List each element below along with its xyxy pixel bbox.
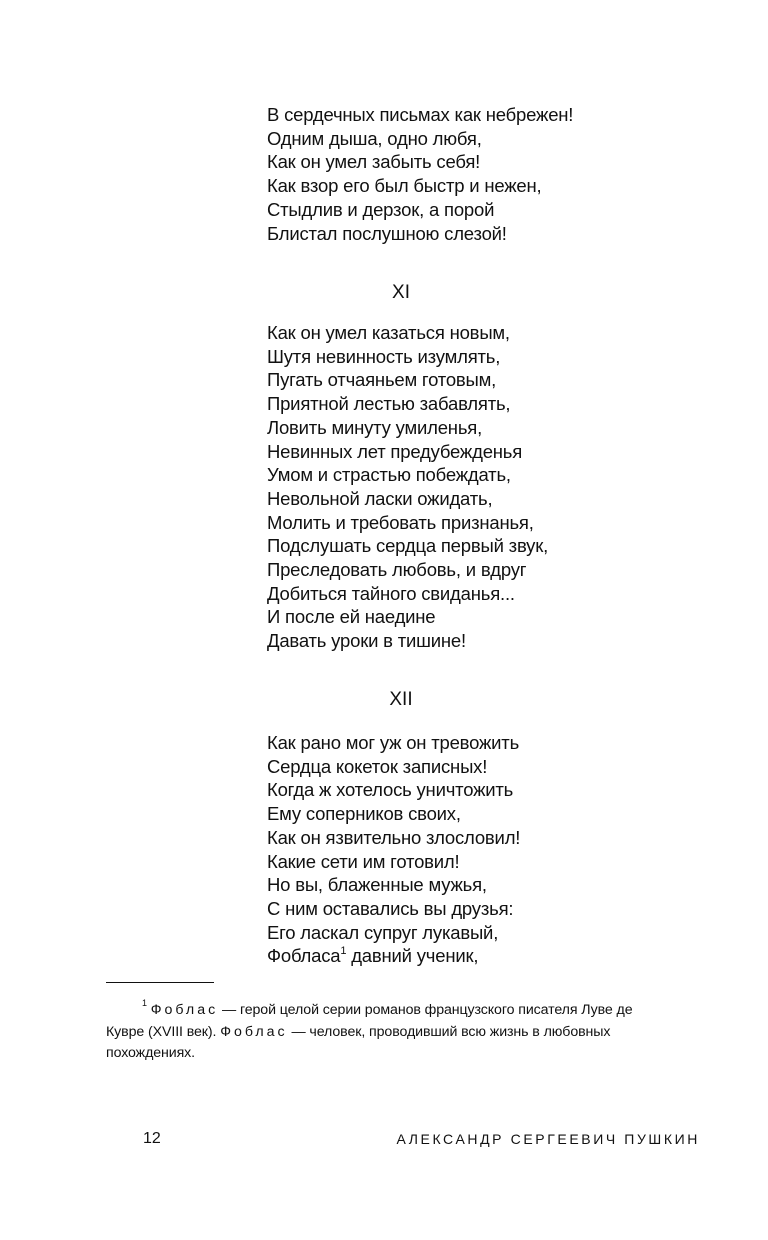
verse-line: Шутя невинность изумлять, [267, 345, 501, 367]
footnote-line [106, 1000, 701, 1022]
verse-line: Одним дыша, одно любя, [267, 127, 482, 149]
verse-line: Как взор его был быстр и нежен, [267, 175, 542, 197]
footnote [106, 1000, 701, 1065]
verse-line: Невольной ласки ожидать, [267, 487, 493, 509]
stanza-xi-block [267, 321, 548, 653]
verse-line: Невинных лет предубежденья [267, 440, 523, 462]
footnote-term: Фоблас [220, 1023, 288, 1040]
verse-line: Давать уроки в тишине! [267, 630, 466, 652]
verse-line: Его ласкал супруг лукавый, [267, 921, 499, 943]
verse-line: Но вы, блаженные мужья, [267, 874, 487, 896]
footnote-line: похождениях. [106, 1045, 196, 1061]
verse-text: давний ученик, [346, 945, 479, 967]
footnote-mark: 1 [142, 998, 147, 1009]
footnote-text: — человек, проводивший всю жизнь в любовных [287, 1023, 611, 1040]
footnote-line [106, 1022, 701, 1044]
verse-line: И после ей наедине [267, 606, 436, 628]
running-head-author: АЛЕКСАНДР СЕРГЕЕВИЧ ПУШКИН [396, 1131, 700, 1147]
stanza-title-xi: XI [392, 282, 410, 303]
verse-line: Ловить минуту умиленья, [267, 416, 483, 438]
verse-line: Умом и страстью побеждать, [267, 464, 511, 486]
verse-line: Молить и требовать признанья, [267, 511, 534, 533]
verse-line: Преследовать любовь, и вдруг [267, 559, 527, 581]
verse-line: Когда ж хотелось уничтожить [267, 779, 514, 801]
verse-line: Приятной лестью забавлять, [267, 393, 511, 415]
verse-line: В сердечных письмах как небрежен! [267, 104, 574, 125]
verse-line: С ним оставались вы друзья: [267, 897, 514, 919]
footnote-divider [106, 982, 214, 983]
verse-line: Как рано мог уж он тревожить [267, 732, 520, 753]
verse-line: Стыдлив и дерзок, а порой [267, 198, 495, 220]
verse-line: Какие сети им готовил! [267, 850, 460, 872]
verse-line: Как он умел казаться новым, [267, 322, 510, 343]
footnote-reference[interactable]: 1 [340, 945, 347, 958]
verse-text: Фобласа [267, 945, 341, 967]
poem-opening-block [267, 103, 573, 245]
verse-line-with-footnote [267, 944, 520, 968]
verse-line: Как он умел забыть себя! [267, 151, 481, 173]
stanza-xii-block [267, 731, 520, 968]
footnote-text: — герой целой серии романов французского писателя Луве де [218, 1002, 633, 1018]
verse-line: Добиться тайного свиданья... [267, 582, 515, 604]
verse-line: Как он язвительно злословил! [267, 826, 521, 848]
verse-line: Сердца кокеток записных! [267, 755, 488, 777]
verse-line: Ему соперников своих, [267, 803, 461, 825]
verse-line: Блистал послушною слезой! [267, 222, 507, 244]
stanza-title-xii: XII [389, 689, 413, 710]
footnote-text: Кувре (XVIII век). [106, 1023, 221, 1040]
page-number: 12 [143, 1130, 161, 1147]
footnote-term: Фоблас [150, 1002, 219, 1018]
verse-line: Подслушать сердца первый звук, [267, 535, 549, 557]
verse-line: Пугать отчаяньем готовым, [267, 369, 497, 391]
